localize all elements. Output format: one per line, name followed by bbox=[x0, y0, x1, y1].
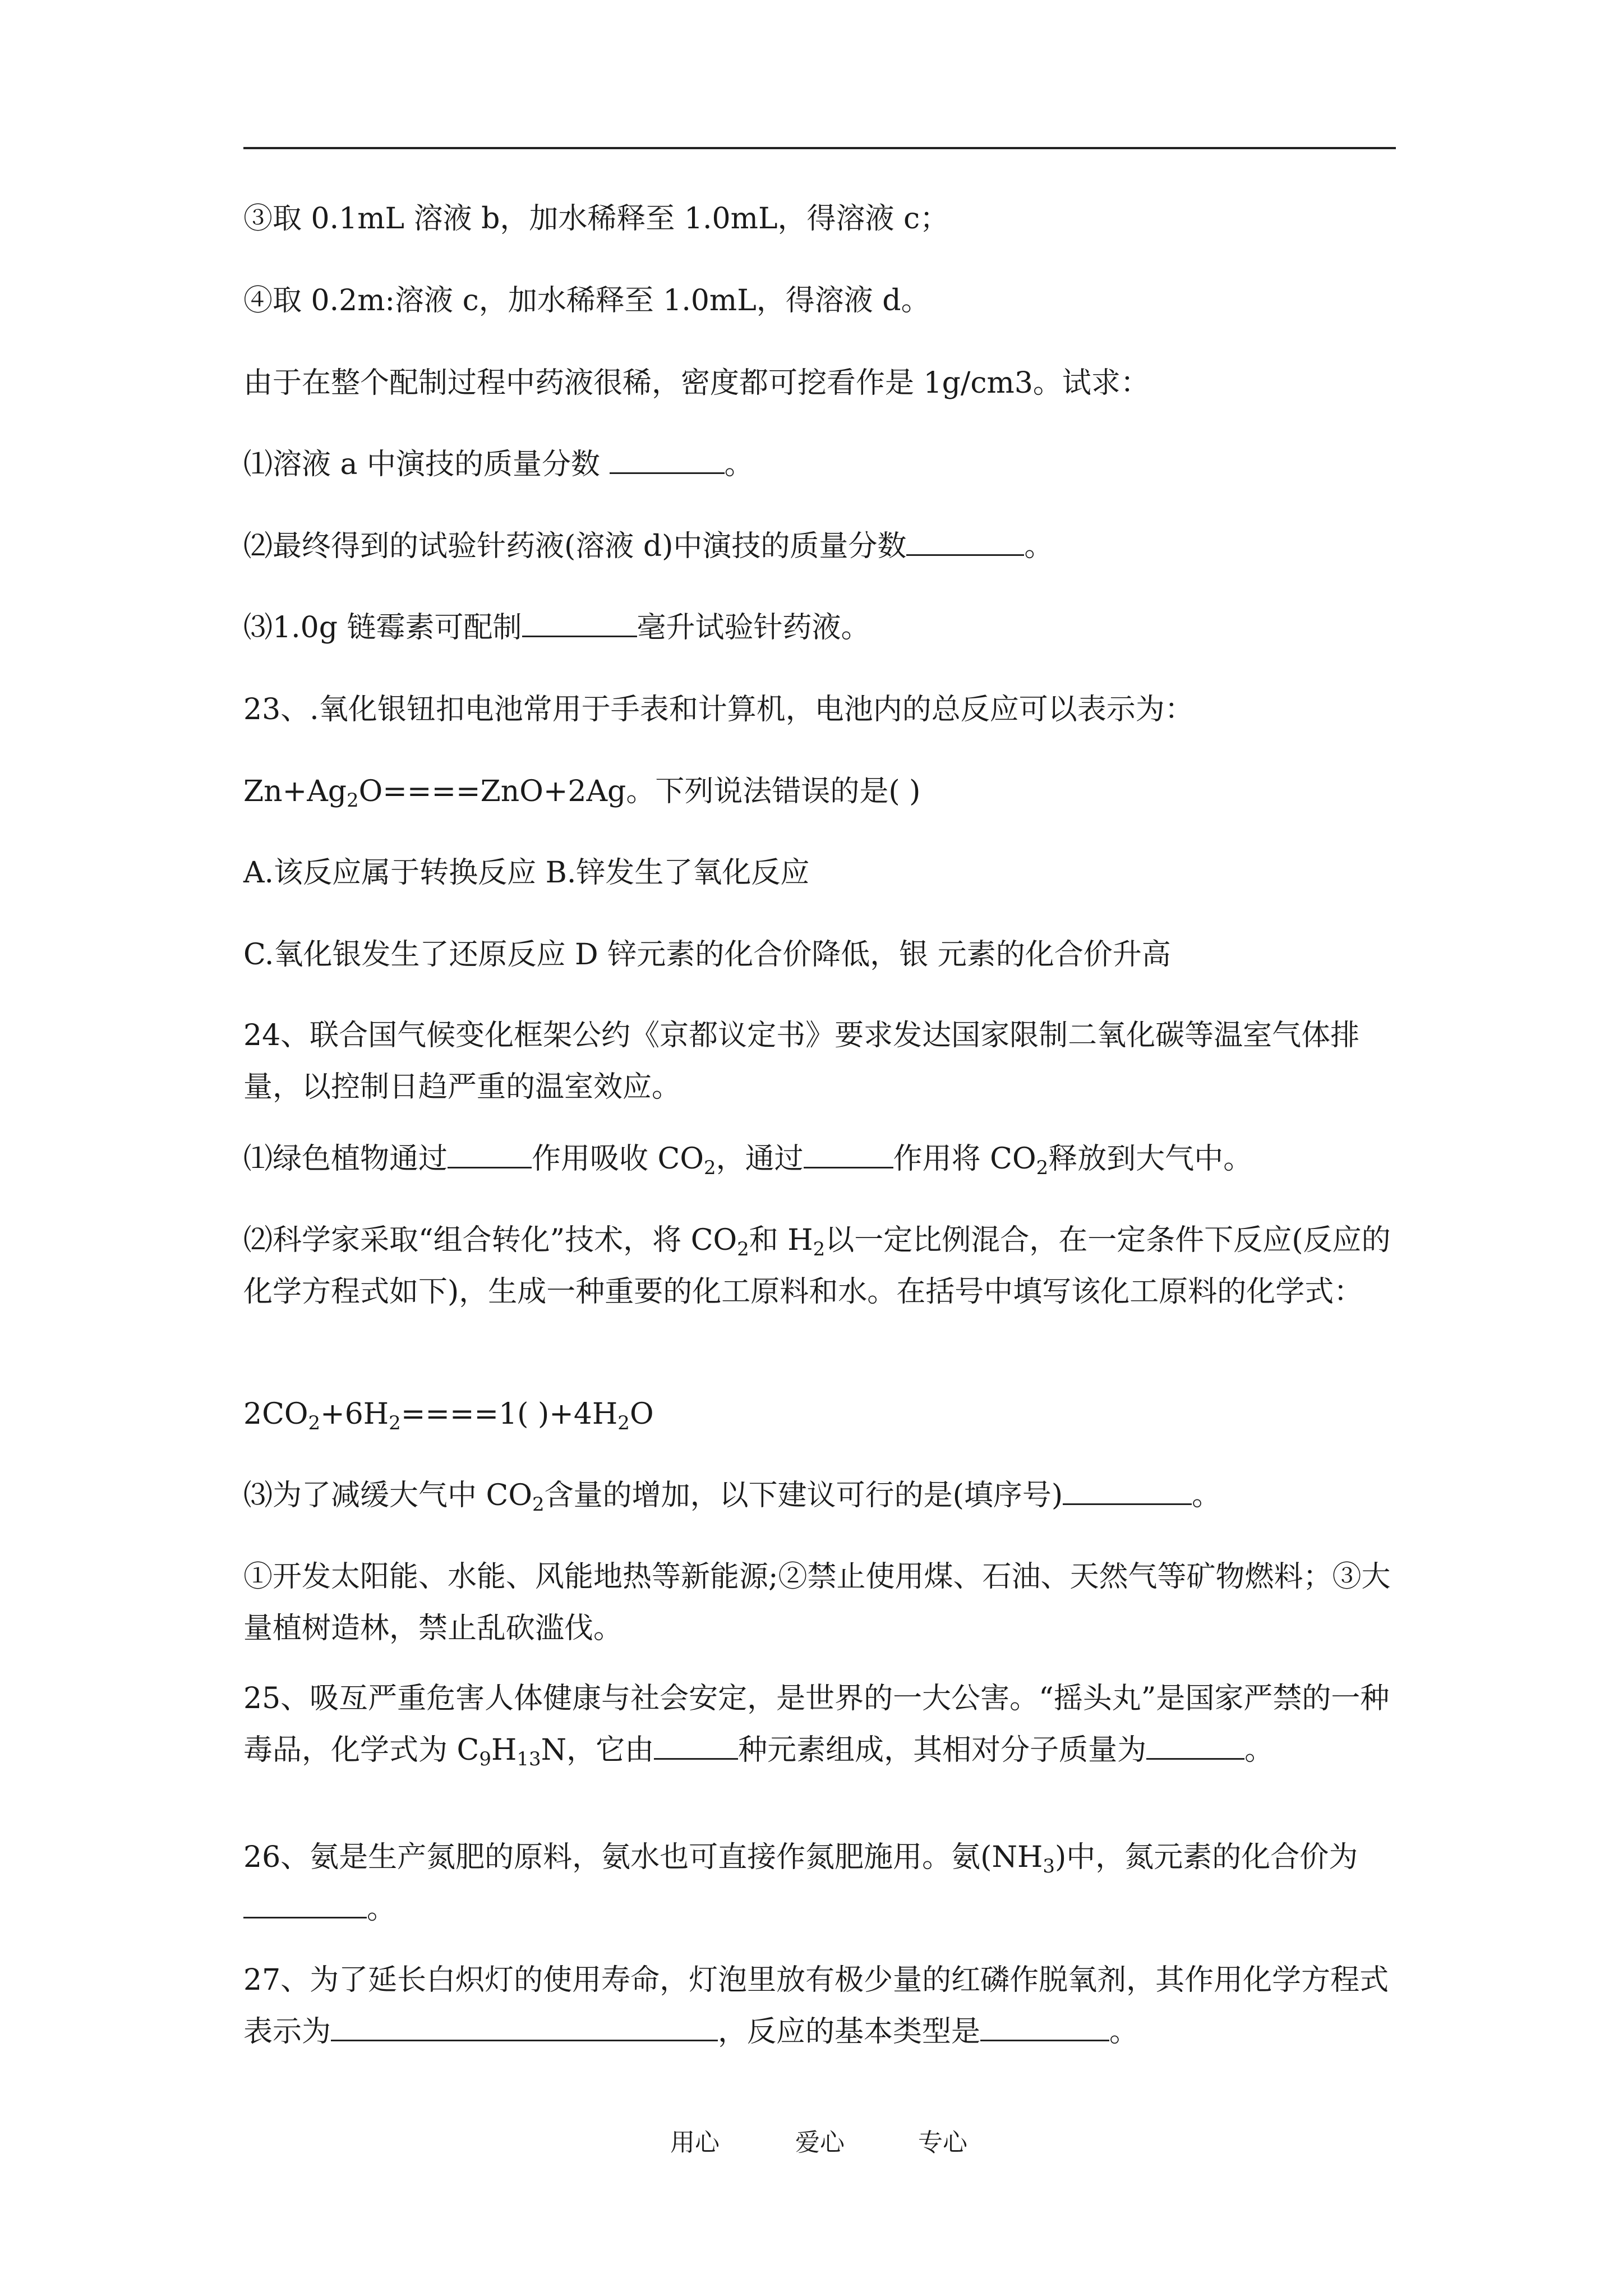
answer-blank bbox=[1146, 1757, 1244, 1760]
answer-blank bbox=[331, 2039, 718, 2041]
question-24-1: ⑴绿色植物通过 作用吸收 $CO_2$，通过 作用将 $CO_2$释放到大气中。 bbox=[243, 1142, 1253, 1179]
question-26: 26、氨是生产氮肥的原料，氨水也可直接作氮肥施用。氨$(NH_3)$中，氮元素的化合价为。 bbox=[243, 1841, 1358, 1926]
answer-blank bbox=[1063, 1503, 1192, 1505]
question-25: 25、吸亙严重危害人体健康与社会安定，是世界的一大公害。“摇头丸”是国家严禁的一种毒品，化学式为 $C_9H_{13}N$，它由 种元素组成，其相对分子质量为 。 bbox=[243, 1682, 1390, 1770]
question-24-options: ①开发太阳能、水能、风能地热等新能源;②禁止使用煤、石油、天然气等矿物燃料；③大量植树造林，禁止乱砍滥伐。 bbox=[243, 1560, 1391, 1645]
answer-blank bbox=[610, 472, 725, 474]
question-27: 27、为了延长白炽灯的使用寿命，灯泡里放有极少量的红磷作脱氧剂，其作用化学方程式表示为 ，反应的基本类型是 。 bbox=[243, 1963, 1389, 2049]
question-23-equation: $Zn+Ag_2O====ZnO+2Ag$。下列说法错误的是( ) bbox=[243, 775, 921, 812]
question-24-3: ⑶为了减缓大气中 $CO_2$含量的增加，以下建议可行的是(填序号) 。 bbox=[243, 1479, 1221, 1516]
answer-blank bbox=[980, 2039, 1109, 2041]
question-1: ⑴溶液 a 中演技的质量分数 。 bbox=[243, 448, 754, 481]
density-note: 由于在整个配制过程中药液很稀，密度都可挖看作是 1g/cm3。试求： bbox=[243, 366, 1150, 400]
question-24-2: ⑵科学家采取“组合转化”技术，将 $CO_2$和 $H_2$以一定比例混合，在一定条件下反应(反应的化学方程式如下)，生成一种重要的化工原料和水。在括号中填写该化工原料的化学式： bbox=[243, 1223, 1391, 1309]
answer-blank bbox=[654, 1757, 738, 1760]
question-23-options-ab: A.该反应属于转换反应 B.锌发生了氧化反应 bbox=[243, 856, 810, 890]
answer-blank bbox=[906, 554, 1024, 556]
question-2: ⑵最终得到的试验针药液(溶液 d)中演技的质量分数 。 bbox=[243, 530, 1054, 563]
footer-text: 爱心 bbox=[795, 2128, 845, 2157]
question-24-equation: $2CO_2+6H_2====1$( )$+4H_2O$ bbox=[243, 1397, 654, 1434]
footer-text: 专心 bbox=[918, 2128, 967, 2157]
answer-blank bbox=[804, 1166, 893, 1168]
question-24: 24、联合国气候变化框架公约《京都议定书》要求发达国家限制二氧化碳等温室气体排量，以控制日趋严重的温室效应。 bbox=[243, 1019, 1360, 1104]
answer-blank bbox=[522, 635, 637, 637]
step-3-line: ③取 0.1mL 溶液 b，加水稀释至 1.0mL，得溶液 c； bbox=[243, 202, 949, 236]
answer-blank bbox=[448, 1166, 532, 1168]
question-23: 23、.氧化银钮扣电池常用于手表和计算机，电池内的总反应可以表示为： bbox=[243, 693, 1194, 726]
question-23-options-cd: C.氧化银发生了还原反应 D 锌元素的化合价降低，银 元素的化合价升高 bbox=[243, 938, 1171, 972]
header-rule bbox=[243, 147, 1396, 149]
question-3: ⑶1.0g 链霉素可配制 毫升试验针药液。 bbox=[243, 611, 870, 645]
footer-text: 用心 bbox=[670, 2128, 720, 2157]
step-4-line: ④取 0.2m:溶液 c，加水稀释至 1.0mL，得溶液 d。 bbox=[243, 284, 930, 318]
answer-blank bbox=[243, 1916, 367, 1918]
